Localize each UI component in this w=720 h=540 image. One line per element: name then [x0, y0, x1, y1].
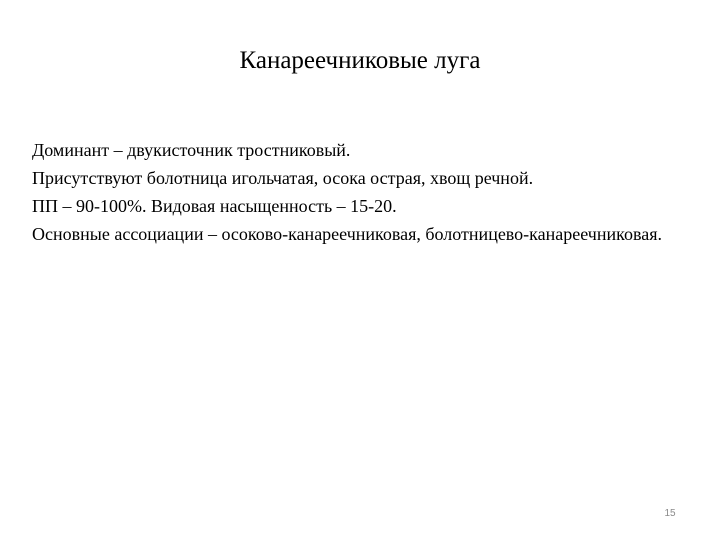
slide-body — [32, 136, 682, 248]
slide-title: Канареечниковые луга — [239, 47, 481, 74]
paragraph-dominant: Доминант – двукисточник тростниковый. — [32, 140, 351, 160]
paragraph-species: Присутствуют болотница игольчатая, осока острая, хвощ речной. — [32, 168, 534, 188]
page-number: 15 — [664, 508, 676, 519]
paragraph-associations: Основные ассоциации – осоково-канареечниковая, болотницево-канареечниковая. — [32, 224, 662, 244]
paragraph-coverage: ПП – 90-100%. Видовая насыщенность – 15-20. — [32, 196, 397, 216]
